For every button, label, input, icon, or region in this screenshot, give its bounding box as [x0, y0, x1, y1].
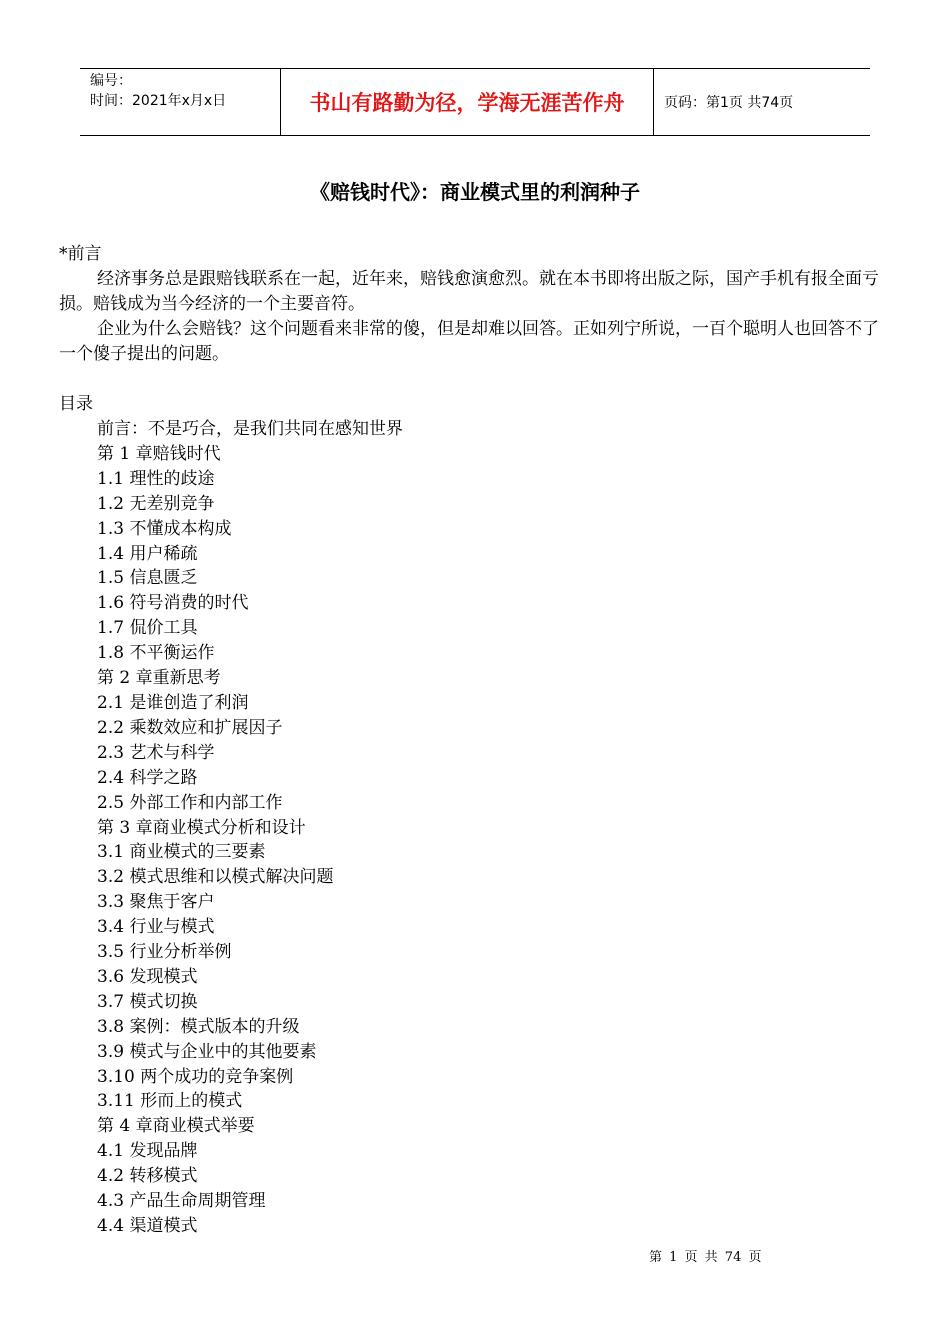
toc-entry: 3.7 模式切换 [97, 991, 198, 1012]
preface-paragraph-1: 经济事务总是跟赔钱联系在一起，近年来，赔钱愈演愈烈。就在本书即将出版之际，国产手机有报全面亏损。赔钱成为当今经济的一个主要音符。 [59, 269, 879, 314]
document-body [59, 242, 891, 1239]
toc-entry: 第 3 章商业模式分析和设计 [97, 817, 306, 838]
header-number-label: 编号： [90, 73, 132, 89]
toc-entry: 1.7 侃价工具 [97, 618, 198, 639]
document-title: 《赔钱时代》：商业模式里的利润种子 [310, 180, 640, 204]
toc-entry: 2.5 外部工作和内部工作 [97, 792, 283, 813]
header-info-cell [80, 69, 281, 135]
header-motto: 书山有路勤为径，学海无涯苦作舟 [281, 69, 654, 135]
toc-entry: 第 4 章商业模式举要 [97, 1116, 255, 1137]
toc-entry: 1.8 不平衡运作 [97, 643, 215, 664]
toc-entry: 第 1 章赔钱时代 [97, 443, 221, 464]
toc-entry: 3.8 案例：模式版本的升级 [97, 1016, 300, 1037]
toc-entry: 4.4 渠道模式 [97, 1216, 198, 1236]
toc-entry: 3.1 商业模式的三要素 [97, 842, 266, 863]
toc-entry: 3.9 模式与企业中的其他要素 [97, 1041, 317, 1062]
toc-entry: 1.6 符号消费的时代 [97, 593, 249, 614]
toc-entry: 1.3 不懂成本构成 [97, 518, 232, 539]
toc-entry: 3.6 发现模式 [97, 966, 198, 987]
toc-entry: 3.11 形而上的模式 [97, 1091, 243, 1112]
toc-entry: 3.10 两个成功的竞争案例 [97, 1066, 294, 1087]
preface-heading: *前言 [59, 244, 102, 264]
toc-entry: 2.4 科学之路 [97, 767, 198, 788]
section-spacer [59, 367, 891, 392]
toc-entry: 2.1 是谁创造了利润 [97, 692, 249, 713]
toc-entry: 1.4 用户稀疏 [97, 543, 198, 564]
toc-entry: 3.2 模式思维和以模式解决问题 [97, 867, 334, 888]
toc-entry: 4.3 产品生命周期管理 [97, 1191, 266, 1212]
toc-entry: 1.2 无差别竞争 [97, 493, 215, 514]
toc-entry: 前言：不是巧合，是我们共同在感知世界 [97, 419, 403, 439]
toc-entry: 2.2 乘数效应和扩展因子 [97, 717, 283, 738]
table-of-contents [59, 417, 891, 1239]
toc-entry: 3.4 行业与模式 [97, 917, 215, 938]
page-header [80, 68, 870, 136]
toc-heading: 目录 [59, 394, 93, 414]
toc-entry: 4.1 发现品牌 [97, 1141, 198, 1162]
toc-entry: 3.3 聚焦于客户 [97, 892, 215, 913]
header-date-label: 时间：2021年x月x日 [90, 93, 227, 109]
toc-entry: 4.2 转移模式 [97, 1166, 198, 1187]
preface-paragraph-2: 企业为什么会赔钱？这个问题看来非常的傻，但是却难以回答。正如列宁所说，一百个聪明人也回答不了一个傻子提出的问题。 [59, 319, 879, 364]
toc-entry: 1.1 理性的歧途 [97, 468, 215, 489]
header-page-label: 页码：第1页 共74页 [664, 95, 794, 111]
toc-entry: 3.5 行业分析举例 [97, 942, 232, 963]
page-footer: 第 1 页 共 74 页 [649, 1250, 762, 1265]
toc-entry: 1.5 信息匮乏 [97, 568, 198, 589]
toc-entry: 2.3 艺术与科学 [97, 742, 215, 763]
toc-entry: 第 2 章重新思考 [97, 668, 221, 689]
